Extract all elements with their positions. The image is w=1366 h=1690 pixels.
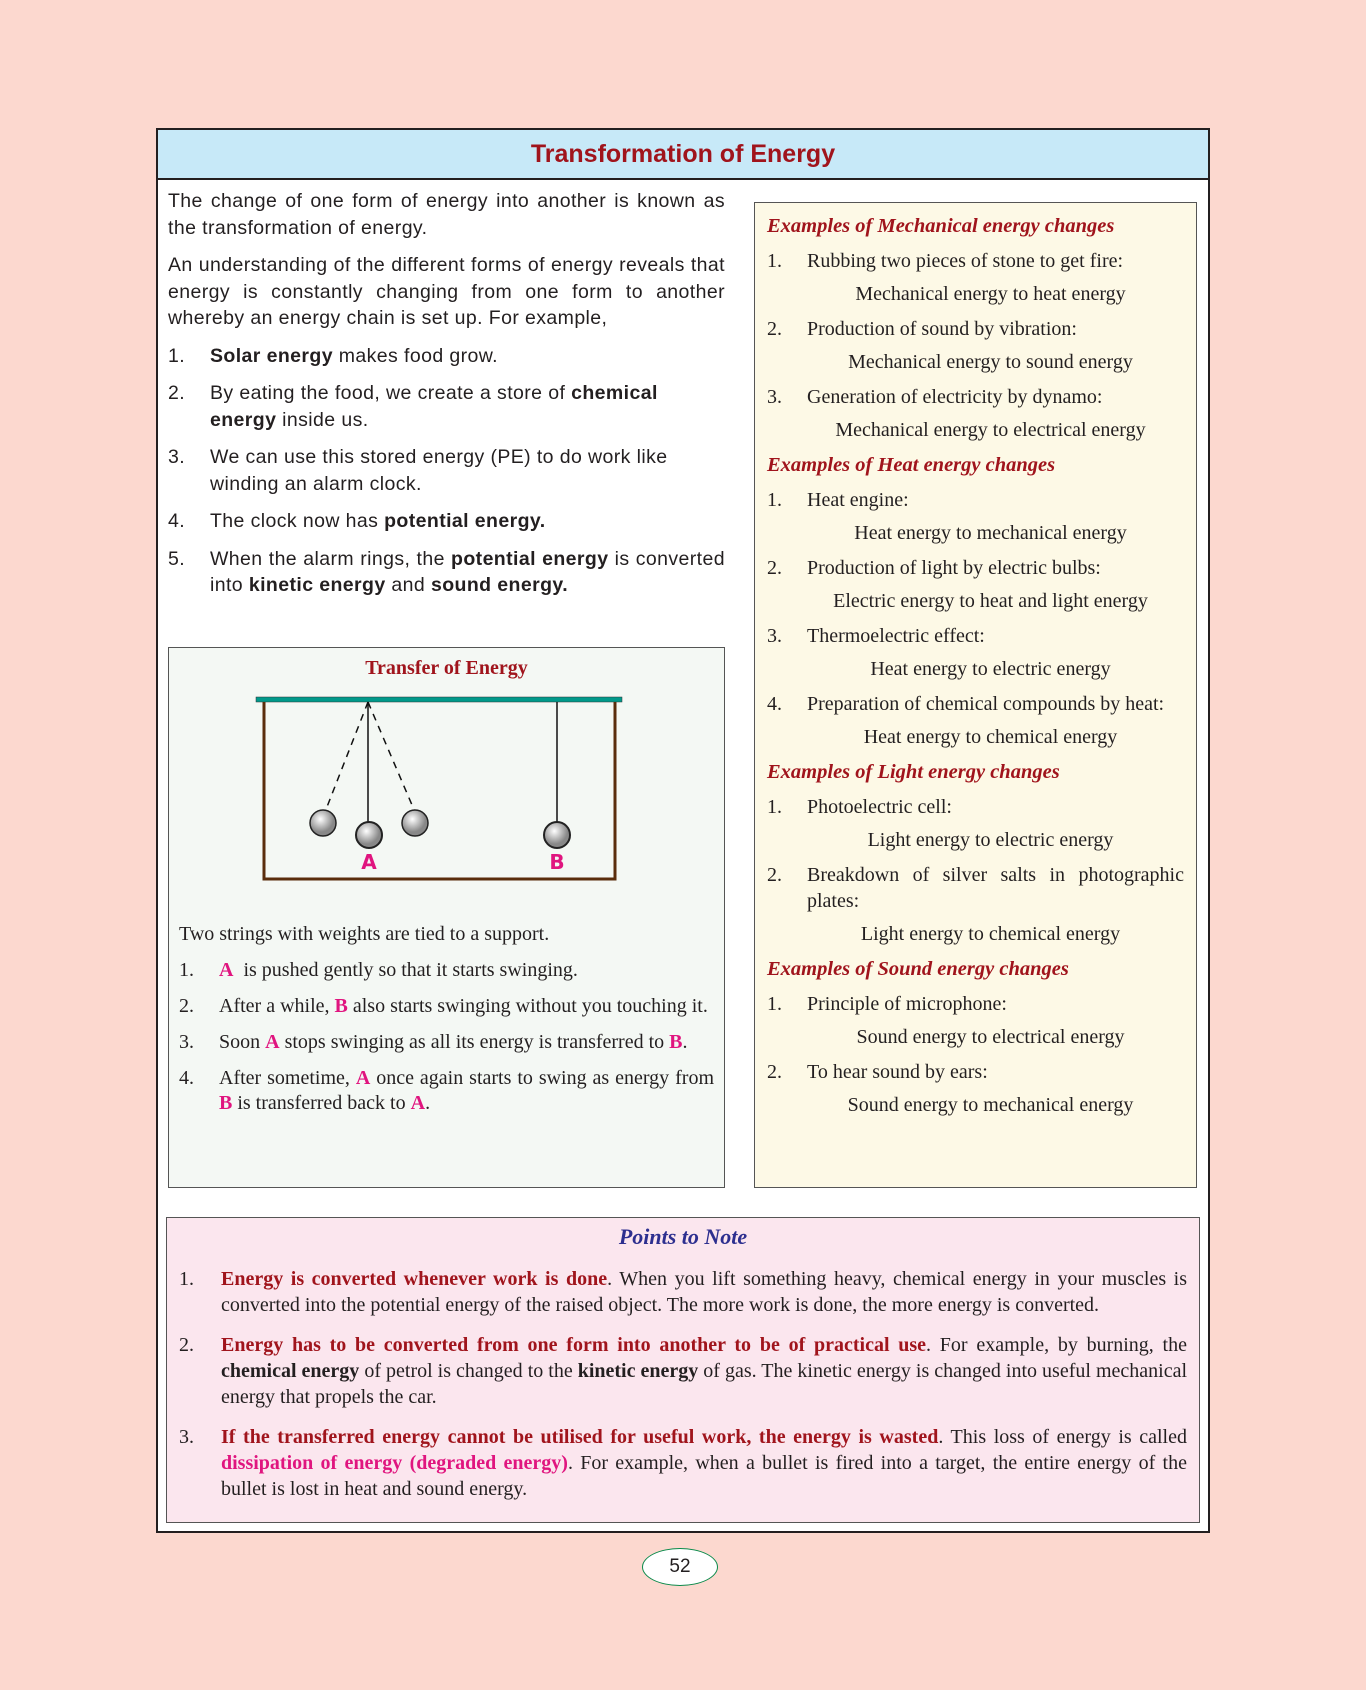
- item-number: 1.: [767, 993, 782, 1015]
- item-number: 2.: [168, 382, 186, 404]
- text: . For example, by burning, the: [926, 1334, 1187, 1356]
- item-text: [210, 380, 725, 433]
- box-title: Transfer of Energy: [365, 657, 528, 679]
- item-text: [221, 1424, 1187, 1502]
- highlight-term: dissipation of energy (degraded energy): [221, 1452, 568, 1474]
- section-heading: Examples of Sound energy changes: [767, 958, 1069, 980]
- text: . When you lift something heavy, chemical energy in your muscles is converted into the potential energy of the raised object. The more work is done, the more energy is converted.: [221, 1268, 1187, 1316]
- item-text: [210, 508, 546, 535]
- transfer-steps: [179, 958, 714, 1116]
- item-number: 3.: [179, 1426, 194, 1448]
- energy-conversion: Heat energy to electric energy: [870, 658, 1111, 680]
- weight-a: [356, 822, 382, 848]
- item-text: Preparation of chemical compounds by heat:: [807, 693, 1165, 715]
- item-text: To hear sound by ears:: [807, 1061, 988, 1083]
- list-item: [767, 691, 1184, 717]
- bold-term: sound energy: [430, 574, 563, 596]
- bold-term: potential energy: [451, 547, 609, 570]
- list-item: [168, 546, 725, 599]
- text: .: [425, 1092, 431, 1114]
- item-number: 1.: [767, 796, 782, 818]
- list-item: [767, 384, 1184, 410]
- transfer-of-energy-box: [168, 647, 725, 1188]
- list-item: [767, 316, 1184, 342]
- item-text: Breakdown of silver salts in photographic plates:: [807, 864, 1184, 912]
- energy-conversion: Sound energy to electrical energy: [856, 1026, 1125, 1048]
- list-item: [179, 1332, 1187, 1410]
- label-b: B: [549, 850, 565, 874]
- item-number: 3.: [767, 386, 782, 408]
- energy-conversion: Light energy to electric energy: [867, 829, 1114, 851]
- label-b-ref: B: [669, 1031, 683, 1053]
- key-point: Energy is converted whenever work is done: [221, 1268, 608, 1290]
- text: . For example, when a bullet is fired into a target, the entire energy of the bullet is lost in heat and sound energy.: [221, 1452, 1187, 1500]
- section-heading: Examples of Mechanical energy changes: [767, 215, 1115, 237]
- text: and: [385, 574, 431, 596]
- list-item: [179, 1266, 1187, 1318]
- item-number: 2.: [179, 995, 194, 1017]
- item-number: 2.: [179, 1334, 194, 1356]
- intro-paragraph: An understanding of the different forms of energy reveals that energy is constantly changing from one form to another whereby an energy chain is set up. For example,: [168, 254, 725, 329]
- item-number: 4.: [179, 1067, 194, 1089]
- energy-conversion: Sound energy to mechanical energy: [847, 1094, 1134, 1116]
- weight-b: [544, 822, 570, 848]
- item-number: 2.: [767, 1061, 782, 1083]
- energy-chain-list: [168, 343, 725, 599]
- bold-term: chemical energy: [221, 1360, 360, 1382]
- list-item: [168, 380, 725, 433]
- label-a: A: [361, 850, 377, 874]
- text: is pushed gently so that it starts swinging.: [233, 959, 578, 981]
- item-text: [219, 1066, 714, 1116]
- section-heading: Examples of Light energy changes: [767, 761, 1060, 783]
- key-point: Energy has to be converted from one form into another to be of practical use: [221, 1334, 927, 1356]
- item-number: 3.: [767, 625, 782, 647]
- item-text: Rubbing two pieces of stone to get fire:: [807, 250, 1124, 272]
- text: of petrol is changed to the: [359, 1360, 578, 1382]
- energy-conversion: Mechanical energy to electrical energy: [835, 419, 1146, 441]
- list-item: [179, 958, 714, 983]
- page-title: Transformation of Energy: [158, 130, 1208, 180]
- text: of gas. The kinetic energy is changed into useful mechanical energy that propels the car.: [221, 1360, 1187, 1408]
- bold-term: chemical energy: [210, 382, 658, 431]
- item-number: 5.: [168, 547, 186, 570]
- bold-term: Solar energy: [210, 344, 333, 367]
- list-item: [168, 343, 725, 370]
- item-text: Photoelectric cell:: [807, 796, 952, 818]
- list-item: [179, 1066, 714, 1116]
- text: When the alarm rings, the: [210, 547, 452, 570]
- bold-term: kinetic energy: [577, 1360, 699, 1382]
- text: After a while,: [219, 995, 335, 1017]
- page-frame: [156, 128, 1210, 1533]
- item-number: 1.: [179, 1268, 194, 1290]
- box-title: Points to Note: [618, 1224, 748, 1249]
- text: once again starts to swing as energy from: [370, 1067, 714, 1089]
- text: inside us.: [276, 408, 369, 431]
- item-number: 3.: [168, 446, 186, 468]
- text: Soon: [219, 1031, 266, 1053]
- points-to-note-box: [166, 1217, 1200, 1523]
- weight-a-left: [310, 810, 336, 836]
- list-item: [767, 794, 1184, 820]
- text: .: [539, 510, 546, 532]
- item-text: Heat engine:: [807, 489, 909, 511]
- list-item: [767, 862, 1184, 914]
- text: stops swinging as all its energy is transferred to: [279, 1031, 670, 1053]
- label-a-ref: A: [355, 1067, 371, 1089]
- item-text: Generation of electricity by dynamo:: [807, 386, 1103, 408]
- item-number: 2.: [767, 318, 782, 340]
- examples-box: [754, 202, 1197, 1188]
- text: makes food grow.: [332, 344, 498, 367]
- label-a-ref: A: [219, 959, 234, 981]
- item-text: [221, 1332, 1187, 1410]
- item-number: 1.: [168, 344, 186, 367]
- bold-term: potential energy: [384, 510, 540, 532]
- text: The clock now has: [210, 510, 385, 532]
- page-number: 52: [642, 1548, 718, 1586]
- bold-term: kinetic energy: [248, 574, 386, 596]
- text: .: [562, 574, 569, 596]
- item-number: 1.: [179, 959, 194, 981]
- text: After sometime,: [219, 1067, 356, 1089]
- pendulum-diagram: [179, 689, 716, 899]
- item-text: Production of sound by vibration:: [807, 318, 1077, 340]
- list-item: [168, 444, 725, 497]
- item-number: 2.: [767, 864, 782, 886]
- section-heading: Examples of Heat energy changes: [767, 454, 1056, 476]
- diagram-caption: Two strings with weights are tied to a support.: [179, 923, 550, 945]
- item-number: 2.: [767, 557, 782, 579]
- item-text: We can use this stored energy (PE) to do work like winding an alarm clock.: [210, 446, 668, 495]
- list-item: [767, 248, 1184, 274]
- list-item: [179, 1424, 1187, 1502]
- label-a-ref: A: [265, 1031, 280, 1053]
- label-a-ref: A: [410, 1092, 426, 1114]
- list-item: [767, 1059, 1184, 1085]
- label-b-ref: B: [334, 995, 348, 1017]
- item-text: [219, 1030, 688, 1055]
- support-bar: [256, 697, 622, 702]
- label-b-ref: B: [219, 1092, 233, 1114]
- energy-conversion: Mechanical energy to heat energy: [855, 283, 1126, 305]
- list-item: [767, 991, 1184, 1017]
- text: By eating the food, we create a store of: [210, 382, 572, 404]
- item-text: Thermoelectric effect:: [807, 625, 985, 647]
- intro-column: [168, 188, 725, 610]
- energy-conversion: Mechanical energy to sound energy: [848, 351, 1133, 373]
- list-item: [767, 487, 1184, 513]
- energy-conversion: Light energy to chemical energy: [860, 923, 1121, 945]
- item-text: [219, 958, 578, 983]
- energy-conversion: Heat energy to chemical energy: [863, 726, 1118, 748]
- text: is converted into: [210, 547, 725, 596]
- item-text: [210, 343, 498, 370]
- energy-conversion: Heat energy to mechanical energy: [854, 522, 1127, 544]
- item-text: [219, 994, 708, 1019]
- key-point: If the transferred energy cannot be utilised for useful work, the energy is wasted: [221, 1426, 939, 1448]
- intro-paragraph: The change of one form of energy into another is known as the transformation of energy.: [168, 190, 725, 239]
- string-a-right: [368, 702, 415, 812]
- list-item: [179, 1030, 714, 1055]
- item-number: 1.: [767, 489, 782, 511]
- text: .: [682, 1031, 688, 1053]
- list-item: [179, 994, 714, 1019]
- energy-conversion: Electric energy to heat and light energy: [833, 590, 1148, 612]
- text: is transferred back to: [232, 1092, 411, 1114]
- item-text: [210, 546, 725, 599]
- item-number: 4.: [767, 693, 782, 715]
- item-text: Production of light by electric bulbs:: [807, 557, 1101, 579]
- list-item: [168, 508, 725, 535]
- weight-a-right: [402, 810, 428, 836]
- item-number: 1.: [767, 250, 782, 272]
- list-item: [767, 555, 1184, 581]
- text: also starts swinging without you touching it.: [347, 995, 708, 1017]
- string-a-left: [325, 702, 368, 812]
- text: . This loss of energy is called: [938, 1426, 1187, 1448]
- item-text: [221, 1266, 1187, 1318]
- item-text: Principle of microphone:: [807, 993, 1007, 1015]
- item-number: 3.: [179, 1031, 194, 1053]
- list-item: [767, 623, 1184, 649]
- item-number: 4.: [168, 510, 186, 532]
